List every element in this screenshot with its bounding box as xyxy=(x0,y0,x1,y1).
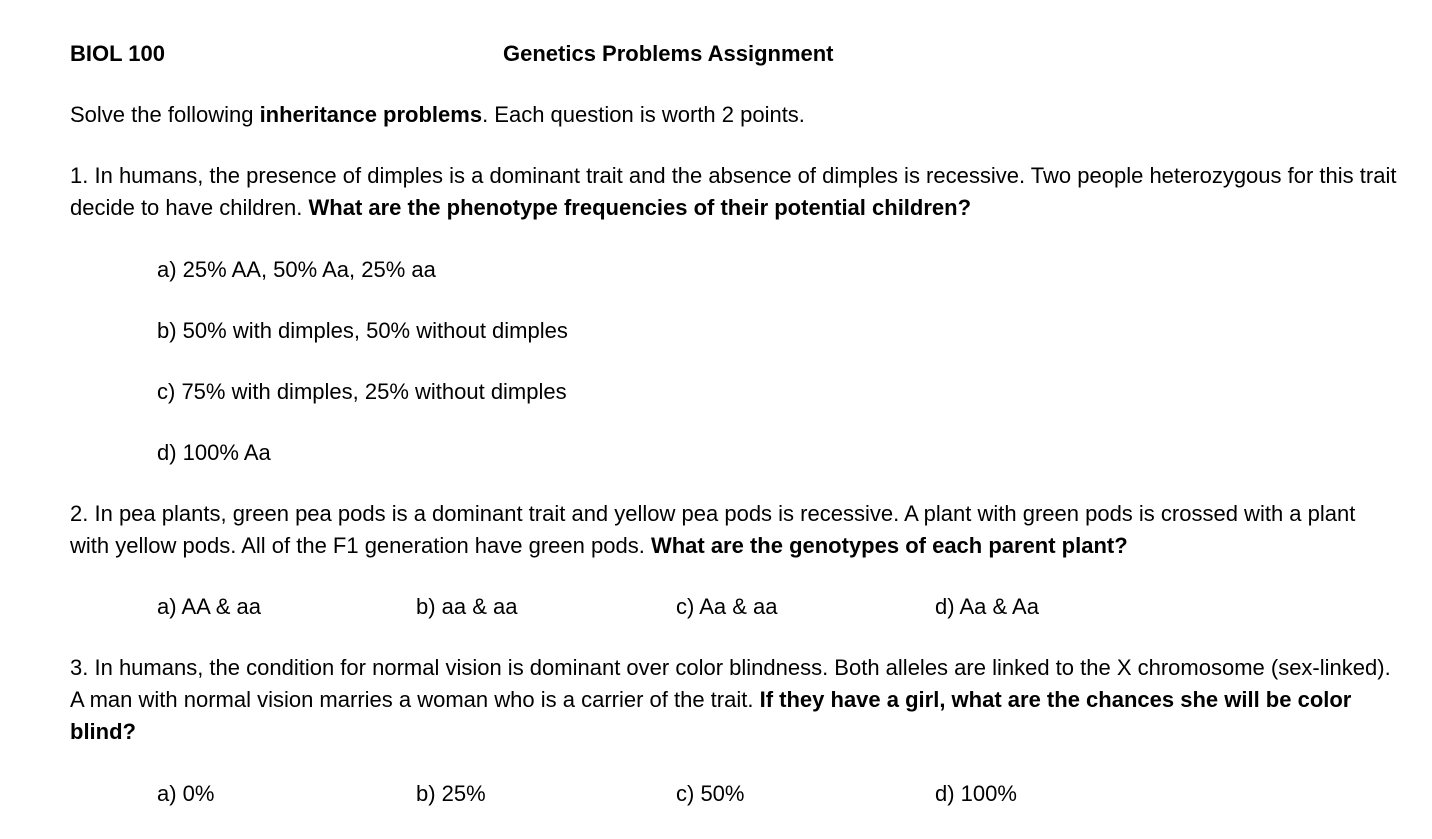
answer-option: a) 25% AA, 50% Aa, 25% aa xyxy=(157,257,436,282)
question-text: In humans, the presence of dimples is a dominant trait and the absence of dimples is recessive. Two people heterozygous for this trait decide to have children. xyxy=(70,163,1397,220)
question-text: In pea plants, green pea pods is a dominant trait and yellow pea pods is recessive. A plant with green pods is crossed with a plant with yellow pods. All of the F1 generation have green pods. xyxy=(70,501,1356,558)
page-title: Genetics Problems Assignment xyxy=(503,41,834,66)
question-number: 3. xyxy=(70,655,89,680)
instructions-prefix: Solve the following xyxy=(70,102,260,127)
answer-option: b) 25% xyxy=(416,781,486,806)
instructions-bold: inheritance problems xyxy=(259,102,483,127)
answer-option: a) 0% xyxy=(157,781,215,806)
question-1 xyxy=(70,160,1400,224)
question-prompt: What are the genotypes of each parent plant? xyxy=(650,533,1128,558)
answer-option: c) 50% xyxy=(676,781,745,806)
question-number: 1. xyxy=(70,163,89,188)
question-number: 2. xyxy=(70,501,89,526)
answer-option: b) aa & aa xyxy=(416,594,518,619)
answer-option: b) 50% with dimples, 50% without dimples xyxy=(157,318,568,343)
instructions-suffix: . Each question is worth 2 points. xyxy=(482,102,805,127)
instructions xyxy=(70,99,805,131)
answer-option: c) 75% with dimples, 25% without dimples xyxy=(157,379,567,404)
answer-option: c) Aa & aa xyxy=(676,594,778,619)
answer-option: d) 100% xyxy=(935,781,1017,806)
question-text: In humans, the condition for normal vision is dominant over color blindness. Both alleles are linked to the X chromosome (sex-linked). A man with normal vision marries a woman who is a carrier of the trait. xyxy=(70,655,1391,712)
question-3 xyxy=(70,652,1400,748)
answer-option: d) Aa & Aa xyxy=(935,594,1039,619)
question-prompt: If they have a girl, what are the chances she will be color blind? xyxy=(70,687,1352,744)
question-2 xyxy=(70,498,1400,562)
course-code: BIOL 100 xyxy=(70,41,165,66)
question-prompt: What are the phenotype frequencies of their potential children? xyxy=(308,195,972,220)
answer-option: d) 100% Aa xyxy=(157,440,271,465)
answer-option: a) AA & aa xyxy=(157,594,261,619)
